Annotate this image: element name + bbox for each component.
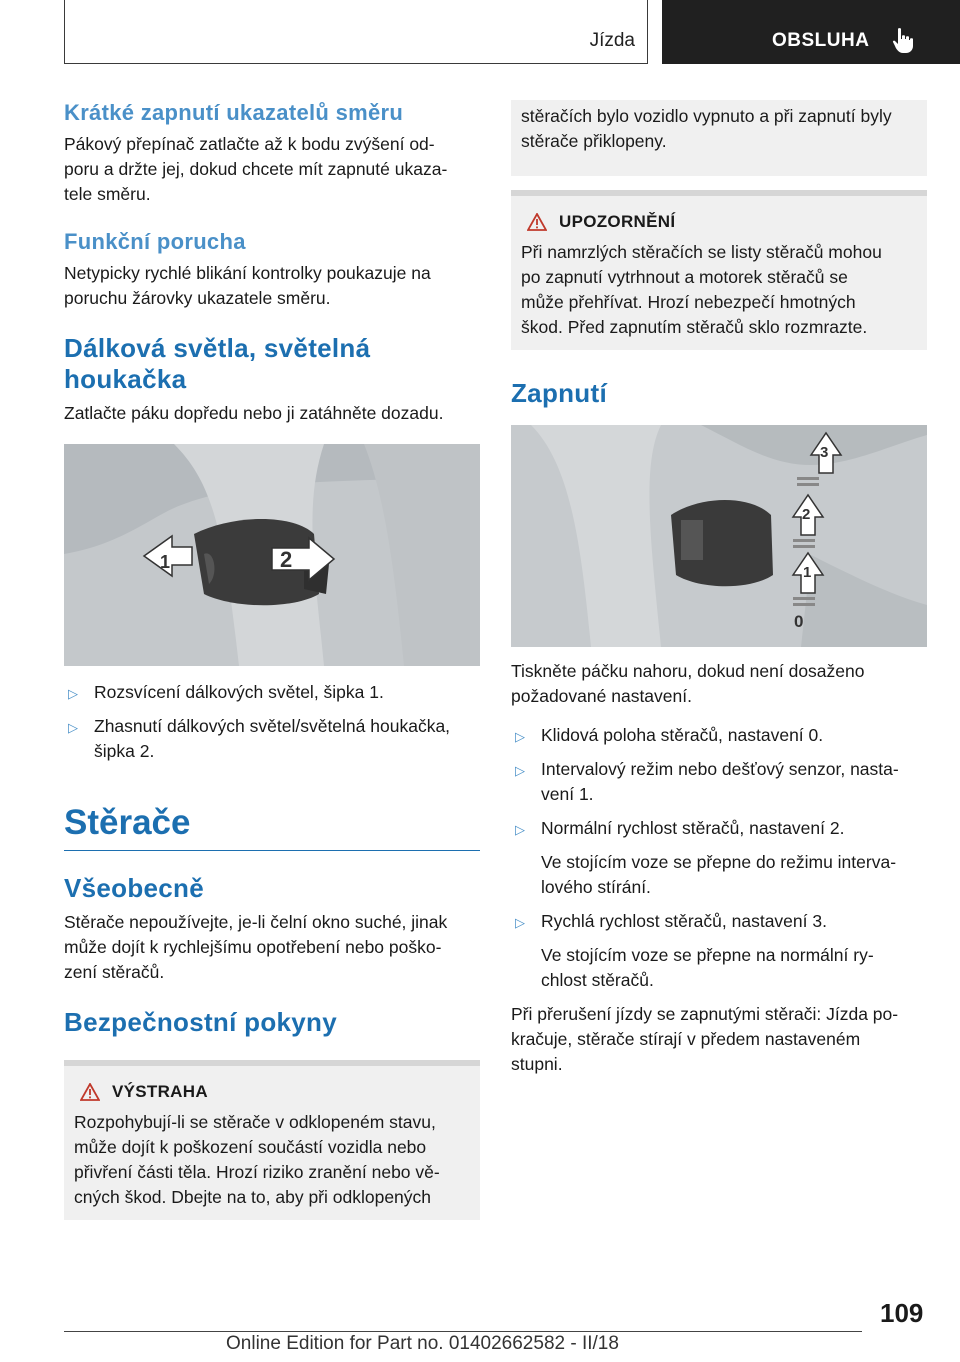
section-heading: Dálková světla, světelná houkačka [64,333,371,394]
warning-continuation [511,100,927,176]
triangle-bullet-icon: ▷ [515,822,525,837]
warning-box [64,1060,480,1220]
page-number: 109 [880,1298,924,1328]
chapter-tab-label: OBSLUHA [772,30,870,51]
chapter-heading: Stěrače [64,803,191,842]
chapter-rule [64,850,480,851]
list-item: ▷ Intervalový režim nebo dešťový senzor, nasta- vení 1. [515,759,899,804]
chapter-wipers [64,800,480,851]
pointing-hand-icon [892,27,920,55]
left-column [64,100,480,1220]
caution-box [511,190,927,350]
wiper-illustration [511,425,927,647]
triangle-bullet-icon: ▷ [515,729,525,744]
body-text: Tiskněte páčku nahoru, dokud není dosaženo požadované nastavení. [511,661,865,706]
chapter-tab [662,0,960,64]
list-item: ▷ Normální rychlost stěračů, nastavení 2. Ve stojícím voze se přepne do režimu interva- lového stírání. [515,818,897,897]
caution-title: UPOZORNĚNÍ [527,212,917,232]
body-text: Pákový přepínač zatlačte až k bodu zvýšení od- poru a držte jej, dokud chcete mít zapnuté ukaza- tele směru. [64,134,448,204]
footer-rule [64,1331,862,1332]
figure-label: 2 [280,547,293,572]
section-turn-signal [64,100,480,207]
figure-label: 1 [160,552,171,572]
list-item: ▷ Klidová poloha stěračů, nastavení 0. [511,723,927,748]
caution-text: Při namrzlých stěračích se listy stěračů mohou po zapnutí vytrhnout a motorek stěračů se může přehřívat. Hrozí nebezpečí hmotných škod. Před zapnutím stěračů sklo rozmrazte. [521,242,882,337]
lever-illustration [64,444,480,666]
high-beam-list [64,680,480,764]
body-text: Netypicky rychlé blikání kontrolky poukazuje na poruchu žárovky ukazatele směru. [64,263,431,308]
section-malfunction [64,229,480,311]
triangle-bullet-icon: ▷ [68,686,78,701]
section-high-beam [64,333,480,426]
body-text: Zatlačte páku dopředu nebo ji zatáhněte dozadu. [64,403,444,423]
list-item: ▷ Zhasnutí dálkových světel/světelná houkačka, šipka 2. [68,716,451,761]
footer-edition: Online Edition for Part no. 01402662582 - II/18 [226,1333,619,1354]
warning-text: Rozpohybují-li se stěrače v odklopeném stavu, může dojít k poškození součástí vozidla nebo přivření části těla. Hrozí riziko zranění nebo vě- cných škod. Dbejte na to, aby při odklopených [74,1112,440,1207]
list-item: ▷ Rychlá rychlost stěračů, nastavení 3. Ve stojícím voze se přepne na normální ry- chlost stěračů. [515,911,874,990]
body-text: Stěrače nepoužívejte, je-li čelní okno suché, jinak může dojít k rychlejšímu opotřebení nebo poško- zení stěračů. [64,912,448,982]
warning-triangle-icon [80,1083,100,1101]
triangle-bullet-icon: ▷ [515,763,525,778]
section-heading-switch-on: Zapnutí [511,378,607,408]
warning-text: stěračích bylo vozidlo vypnuto a při zapnutí byly stěrače přiklopeny. [521,106,892,151]
triangle-bullet-icon: ▷ [515,915,525,930]
figure-wiper-lever [511,425,927,647]
right-column [511,100,927,1077]
section-heading: Funkční porucha [64,229,246,254]
section-heading: Krátké zapnutí ukazatelů směru [64,100,404,125]
body-text: Při přerušení jízdy se zapnutými stěrači: Jízda po- kračuje, stěrače stírají v předem nastaveném stupni. [511,1004,899,1074]
warning-title: VÝSTRAHA [80,1082,470,1102]
figure-high-beam-lever [64,444,480,666]
wiper-settings-list [511,723,927,993]
header-section-title: Jízda [589,30,635,51]
figure-label: 1 [803,564,812,581]
triangle-bullet-icon: ▷ [68,720,78,735]
figure-label: 2 [802,506,811,523]
warning-triangle-icon [527,213,547,231]
header-frame [64,0,648,64]
section-heading-safety: Bezpečnostní pokyny [64,1007,337,1037]
figure-label: 0 [794,612,804,631]
section-general [64,873,480,985]
section-heading: Všeobecně [64,873,204,903]
list-item: ▷ Rozsvícení dálkových světel, šipka 1. [64,680,480,705]
figure-label: 3 [820,444,829,461]
